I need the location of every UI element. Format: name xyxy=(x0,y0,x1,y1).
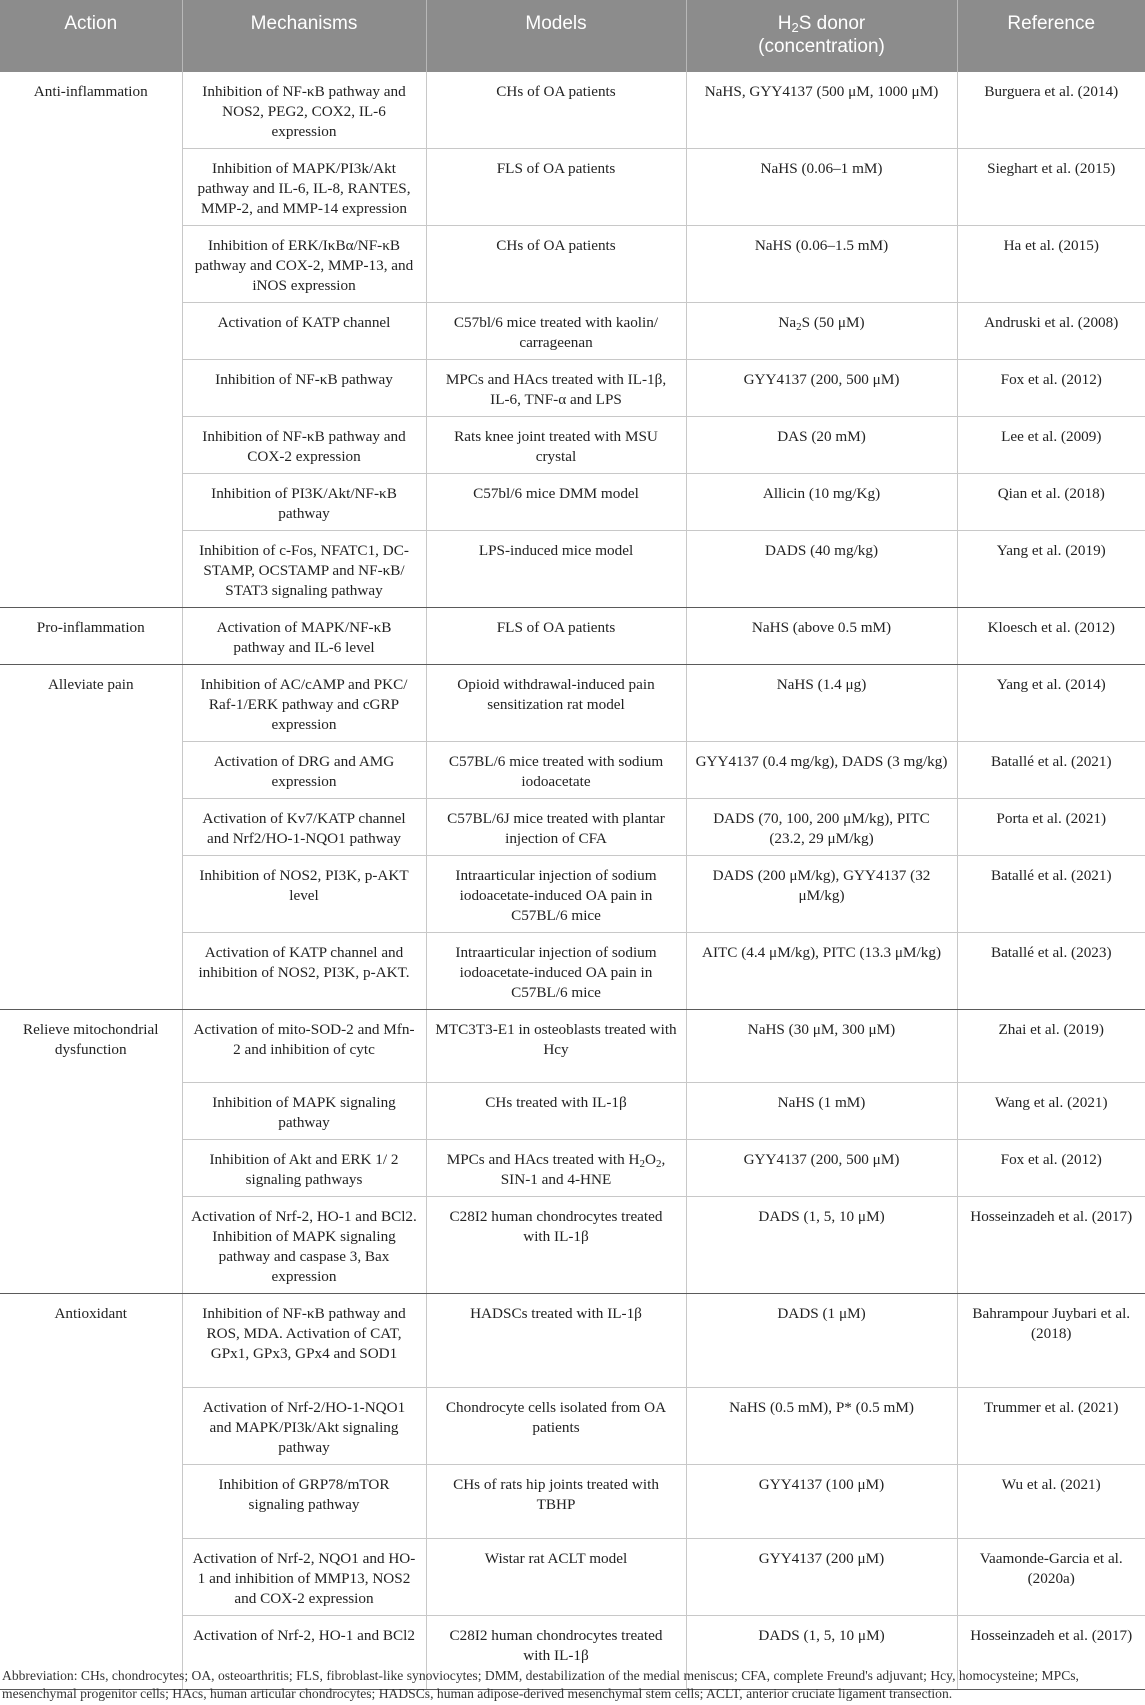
reference-cell: Burguera et al. (2014) xyxy=(957,72,1145,149)
header-reference: Reference xyxy=(957,0,1145,72)
table-row xyxy=(0,608,1145,665)
reference-cell: Wang et al. (2021) xyxy=(957,1083,1145,1140)
header-donor-suffix: S donor xyxy=(798,13,866,34)
model-cell: Intraarticular injection of sodium iodoacetate-induced OA pain in C57BL/6 mice xyxy=(426,856,686,933)
reference-cell: Zhai et al. (2019) xyxy=(957,1010,1145,1083)
header-row xyxy=(0,0,1145,72)
donor-cell: NaHS (0.06–1.5 mM) xyxy=(686,226,957,303)
model-cell: Opioid withdrawal-induced pain sensitization rat model xyxy=(426,665,686,742)
reference-cell: Batallé et al. (2021) xyxy=(957,856,1145,933)
model-cell: LPS-induced mice model xyxy=(426,531,686,608)
mechanism-cell: Inhibition of NF-κB pathway and COX-2 expression xyxy=(182,417,426,474)
model-subscript: 2 xyxy=(639,1158,645,1170)
mechanism-cell: Activation of MAPK/NF-κB pathway and IL-6 level xyxy=(182,608,426,665)
model-cell: CHs treated with IL-1β xyxy=(426,1083,686,1140)
donor-cell: AITC (4.4 μM/kg), PITC (13.3 μM/kg) xyxy=(686,933,957,1010)
donor-cell: GYY4137 (100 μM) xyxy=(686,1465,957,1539)
model-subscript: 2 xyxy=(655,1158,662,1170)
model-text: O xyxy=(645,1151,656,1168)
model-cell: C57bl/6 mice DMM model xyxy=(426,474,686,531)
reference-cell: Yang et al. (2014) xyxy=(957,665,1145,742)
model-cell: HADSCs treated with IL-1β xyxy=(426,1294,686,1388)
model-cell: Intraarticular injection of sodium iodoacetate-induced OA pain in C57BL/6 mice xyxy=(426,933,686,1010)
model-cell: C28I2 human chondrocytes treated with IL-1β xyxy=(426,1616,686,1690)
reference-cell: Trummer et al. (2021) xyxy=(957,1388,1145,1465)
header-donor-concentration: (concentration) xyxy=(758,36,885,57)
mechanism-cell: Inhibition of NF-κB pathway xyxy=(182,360,426,417)
table-row xyxy=(0,665,1145,742)
mechanism-cell: Inhibition of Akt and ERK 1/ 2 signaling pathways xyxy=(182,1140,426,1197)
model-cell: C57BL/6 mice treated with sodium iodoacetate xyxy=(426,742,686,799)
mechanism-cell: Inhibition of NF-κB pathway and ROS, MDA. Activation of CAT, GPx1, GPx3, GPx4 and SOD1 xyxy=(182,1294,426,1388)
reference-cell: Batallé et al. (2021) xyxy=(957,742,1145,799)
model-cell: CHs of OA patients xyxy=(426,72,686,149)
model-cell: Chondrocyte cells isolated from OA patients xyxy=(426,1388,686,1465)
model-cell: FLS of OA patients xyxy=(426,608,686,665)
model-cell: Wistar rat ACLT model xyxy=(426,1539,686,1616)
mechanism-cell: Inhibition of AC/cAMP and PKC/ Raf-1/ERK pathway and cGRP expression xyxy=(182,665,426,742)
donor-cell xyxy=(686,303,957,360)
donor-cell: NaHS (above 0.5 mM) xyxy=(686,608,957,665)
mechanism-cell: Activation of KATP channel xyxy=(182,303,426,360)
mechanism-cell: Inhibition of ERK/IκBα/NF-κB pathway and COX-2, MMP-13, and iNOS expression xyxy=(182,226,426,303)
reference-cell: Bahrampour Juybari et al. (2018) xyxy=(957,1294,1145,1388)
mechanism-cell: Activation of Nrf-2, HO-1 and BCl2. Inhibition of MAPK signaling pathway and caspase 3, Bax expression xyxy=(182,1197,426,1294)
table-row xyxy=(0,72,1145,149)
mechanism-cell: Inhibition of NOS2, PI3K, p-AKT level xyxy=(182,856,426,933)
reference-cell: Kloesch et al. (2012) xyxy=(957,608,1145,665)
reference-cell: Ha et al. (2015) xyxy=(957,226,1145,303)
mechanism-cell: Inhibition of NF-κB pathway and NOS2, PEG2, COX2, IL-6 expression xyxy=(182,72,426,149)
mechanism-cell: Activation of Nrf-2/HO-1-NQO1 and MAPK/PI3k/Akt signaling pathway xyxy=(182,1388,426,1465)
mechanism-cell: Activation of Nrf-2, HO-1 and BCl2 xyxy=(182,1616,426,1690)
model-cell: CHs of rats hip joints treated with TBHP xyxy=(426,1465,686,1539)
reference-cell: Fox et al. (2012) xyxy=(957,1140,1145,1197)
donor-text: S (50 μM) xyxy=(801,314,865,331)
donor-cell: NaHS (30 μM, 300 μM) xyxy=(686,1010,957,1083)
model-cell: CHs of OA patients xyxy=(426,226,686,303)
reference-cell: Vaamonde-Garcia et al. (2020a) xyxy=(957,1539,1145,1616)
table-row xyxy=(0,1010,1145,1083)
action-cell: Alleviate pain xyxy=(0,665,182,1010)
header-mechanisms: Mechanisms xyxy=(182,0,426,72)
mechanism-cell: Activation of mito-SOD-2 and Mfn-2 and inhibition of cytc xyxy=(182,1010,426,1083)
donor-cell: Allicin (10 mg/Kg) xyxy=(686,474,957,531)
header-donor-prefix: H xyxy=(777,13,792,34)
action-cell: Anti-inflammation xyxy=(0,72,182,608)
action-cell: Antioxidant xyxy=(0,1294,182,1690)
header-action: Action xyxy=(0,0,182,72)
reference-cell: Hosseinzadeh et al. (2017) xyxy=(957,1616,1145,1690)
mechanism-cell: Activation of Nrf-2, NQO1 and HO-1 and inhibition of MMP13, NOS2 and COX-2 expression xyxy=(182,1539,426,1616)
table-footnote: Abbreviation: CHs, chondrocytes; OA, osteoarthritis; FLS, fibroblast-like synoviocytes; DMM, destabilization of the medial meniscus; CFA, complete Freund's adjuvant; Hcy, homocysteine; MPCs, mesenchymal progenitor cells; HAcs, human articular chondrocytes; HADSCs, human adipose-derived mesenchymal stem cells; ACLT, anterior cruciate ligament transection. xyxy=(2,1668,1079,1701)
model-cell: FLS of OA patients xyxy=(426,149,686,226)
model-cell: C57BL/6J mice treated with plantar injection of CFA xyxy=(426,799,686,856)
reference-cell: Qian et al. (2018) xyxy=(957,474,1145,531)
donor-cell: DADS (200 μM/kg), GYY4137 (32 μM/kg) xyxy=(686,856,957,933)
donor-cell: DADS (70, 100, 200 μM/kg), PITC (23.2, 29 μM/kg) xyxy=(686,799,957,856)
mechanism-cell: Inhibition of MAPK signaling pathway xyxy=(182,1083,426,1140)
reference-cell: Andruski et al. (2008) xyxy=(957,303,1145,360)
mechanism-cell: Inhibition of GRP78/mTOR signaling pathway xyxy=(182,1465,426,1539)
donor-cell: DADS (1 μM) xyxy=(686,1294,957,1388)
mechanism-cell: Inhibition of MAPK/PI3k/Akt pathway and IL-6, IL-8, RANTES, MMP-2, and MMP-14 expression xyxy=(182,149,426,226)
reference-cell: Lee et al. (2009) xyxy=(957,417,1145,474)
mechanism-cell: Activation of Kv7/KATP channel and Nrf2/HO-1-NQO1 pathway xyxy=(182,799,426,856)
mechanism-cell: Inhibition of PI3K/Akt/NF-κB pathway xyxy=(182,474,426,531)
model-cell: MTC3T3-E1 in osteoblasts treated with Hcy xyxy=(426,1010,686,1083)
mechanism-cell: Activation of DRG and AMG expression xyxy=(182,742,426,799)
donor-cell: NaHS (0.06–1 mM) xyxy=(686,149,957,226)
reference-cell: Sieghart et al. (2015) xyxy=(957,149,1145,226)
table-body xyxy=(0,72,1145,1690)
reference-cell: Hosseinzadeh et al. (2017) xyxy=(957,1197,1145,1294)
donor-subscript: 2 xyxy=(796,321,802,333)
donor-cell: GYY4137 (200 μM) xyxy=(686,1539,957,1616)
header-h2s-donor xyxy=(686,0,957,72)
donor-cell: NaHS (1.4 μg) xyxy=(686,665,957,742)
reference-cell: Fox et al. (2012) xyxy=(957,360,1145,417)
header-donor-subscript: 2 xyxy=(791,20,799,35)
donor-cell: GYY4137 (200, 500 μM) xyxy=(686,360,957,417)
model-cell: MPCs and HAcs treated with IL-1β, IL-6, TNF-α and LPS xyxy=(426,360,686,417)
mechanism-cell: Activation of KATP channel and inhibition of NOS2, PI3K, p-AKT. xyxy=(182,933,426,1010)
model-cell: C57bl/6 mice treated with kaolin/ carrageenan xyxy=(426,303,686,360)
action-cell: Pro-inflammation xyxy=(0,608,182,665)
donor-cell: DAS (20 mM) xyxy=(686,417,957,474)
model-text: , SIN-1 and 4-HNE xyxy=(500,1151,666,1188)
donor-cell: GYY4137 (200, 500 μM) xyxy=(686,1140,957,1197)
model-cell: C28I2 human chondrocytes treated with IL-1β xyxy=(426,1197,686,1294)
donor-text: Na xyxy=(778,314,797,331)
model-text: MPCs and HAcs treated with H xyxy=(446,1151,640,1168)
reference-cell: Batallé et al. (2023) xyxy=(957,933,1145,1010)
model-cell xyxy=(426,1140,686,1197)
reference-cell: Wu et al. (2021) xyxy=(957,1465,1145,1539)
reference-cell: Porta et al. (2021) xyxy=(957,799,1145,856)
table-row xyxy=(0,1294,1145,1388)
donor-cell: NaHS (0.5 mM), P* (0.5 mM) xyxy=(686,1388,957,1465)
model-cell: Rats knee joint treated with MSU crystal xyxy=(426,417,686,474)
header-models: Models xyxy=(426,0,686,72)
reference-cell: Yang et al. (2019) xyxy=(957,531,1145,608)
mechanism-cell: Inhibition of c-Fos, NFATC1, DC-STAMP, OCSTAMP and NF-κB/ STAT3 signaling pathway xyxy=(182,531,426,608)
donor-cell: DADS (1, 5, 10 μM) xyxy=(686,1197,957,1294)
donor-cell: NaHS, GYY4137 (500 μM, 1000 μM) xyxy=(686,72,957,149)
donor-cell: DADS (1, 5, 10 μM) xyxy=(686,1616,957,1690)
donor-cell: GYY4137 (0.4 mg/kg), DADS (3 mg/kg) xyxy=(686,742,957,799)
donor-cell: DADS (40 mg/kg) xyxy=(686,531,957,608)
action-cell: Relieve mitochondrial dysfunction xyxy=(0,1010,182,1294)
donor-cell: NaHS (1 mM) xyxy=(686,1083,957,1140)
